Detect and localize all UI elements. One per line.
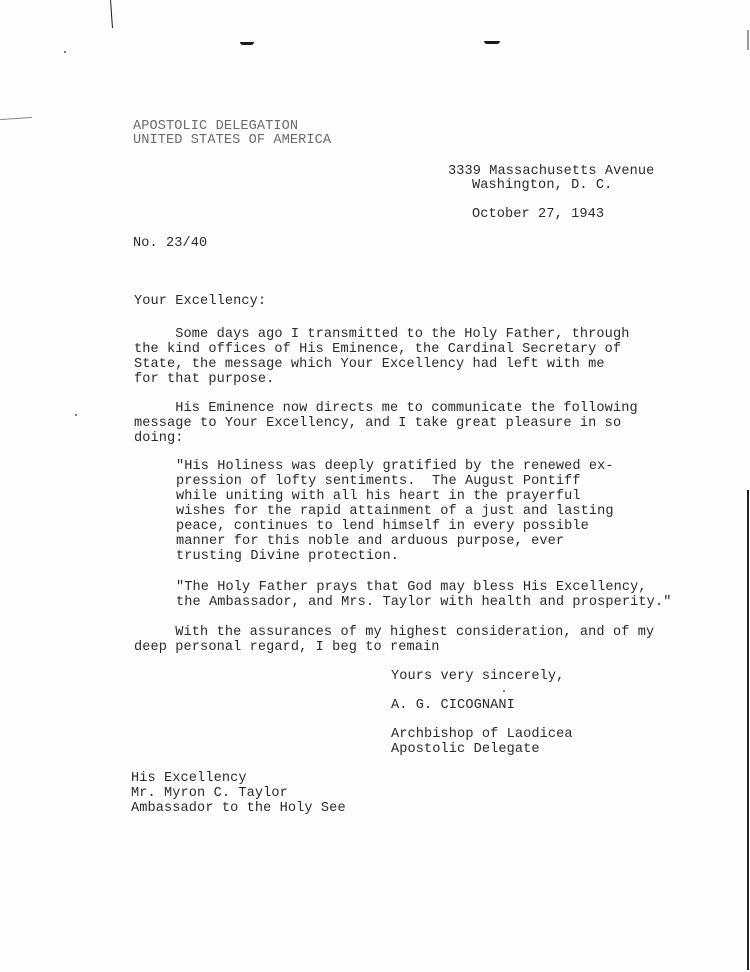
body-paragraph-1-line: State, the message which Your Excellency had left with me [134, 357, 605, 372]
punch-mark-right [484, 41, 500, 44]
letterhead-line-2: UNITED STATES OF AMERICA [133, 133, 332, 148]
recipient-line-1: His Excellency [131, 771, 247, 786]
speck [64, 51, 66, 53]
reference-number: No. 23/40 [133, 236, 208, 251]
quote-1-line: "His Holiness was deeply gratified by the renewed ex- [176, 459, 614, 474]
salutation: Your Excellency: [134, 294, 267, 309]
closing-paragraph-line: deep personal regard, I beg to remain [134, 640, 440, 655]
body-paragraph-1-line: for that purpose. [134, 372, 275, 387]
body-paragraph-2-line: message to Your Excellency, and I take great pleasure in so [134, 416, 622, 431]
body-paragraph-1-line: the kind offices of His Eminence, the Cardinal Secretary of [134, 342, 622, 357]
quote-2-line: the Ambassador, and Mrs. Taylor with health and prosperity." [176, 595, 672, 610]
margin-scratch [0, 117, 32, 120]
quote-1-line: peace, continues to lend himself in every possible [176, 519, 589, 534]
address-line-2: Washington, D. C. [472, 178, 613, 193]
quote-1-line: wishes for the rapid attainment of a just and lasting [176, 504, 614, 519]
signer-title-2: Apostolic Delegate [391, 742, 540, 757]
speck [75, 414, 77, 416]
page-edge [747, 490, 749, 970]
signer-name: A. G. CICOGNANI [391, 698, 515, 713]
quote-1-line: while uniting with all his heart in the prayerful [176, 489, 581, 504]
body-paragraph-2-line: doing: [134, 431, 184, 446]
quote-1-line: trusting Divine protection. [176, 549, 399, 564]
letterhead-line-1: APOSTOLIC DELEGATION [133, 119, 299, 134]
letter-date: October 27, 1943 [472, 207, 605, 222]
scan-line-mark [110, 0, 113, 28]
speck [503, 690, 505, 692]
signer-title-1: Archbishop of Laodicea [391, 727, 573, 742]
body-paragraph-1-line: Some days ago I transmitted to the Holy Father, through [134, 327, 630, 342]
quote-2-line: "The Holy Father prays that God may bless His Excellency, [176, 580, 647, 595]
recipient-line-2: Mr. Myron C. Taylor [131, 786, 288, 801]
complimentary-close: Yours very sincerely, [391, 669, 565, 684]
body-paragraph-2-line: His Eminence now directs me to communicate the following [134, 401, 638, 416]
quote-1-line: manner for this noble and arduous purpose, ever [176, 534, 565, 549]
quote-1-line: pression of lofty sentiments. The August Pontiff [176, 474, 581, 489]
page-edge [747, 30, 749, 50]
punch-mark-left [240, 42, 254, 45]
address-line-1: 3339 Massachusetts Avenue [448, 164, 655, 179]
recipient-line-3: Ambassador to the Holy See [131, 801, 346, 816]
closing-paragraph-line: With the assurances of my highest consideration, and of my [134, 625, 655, 640]
